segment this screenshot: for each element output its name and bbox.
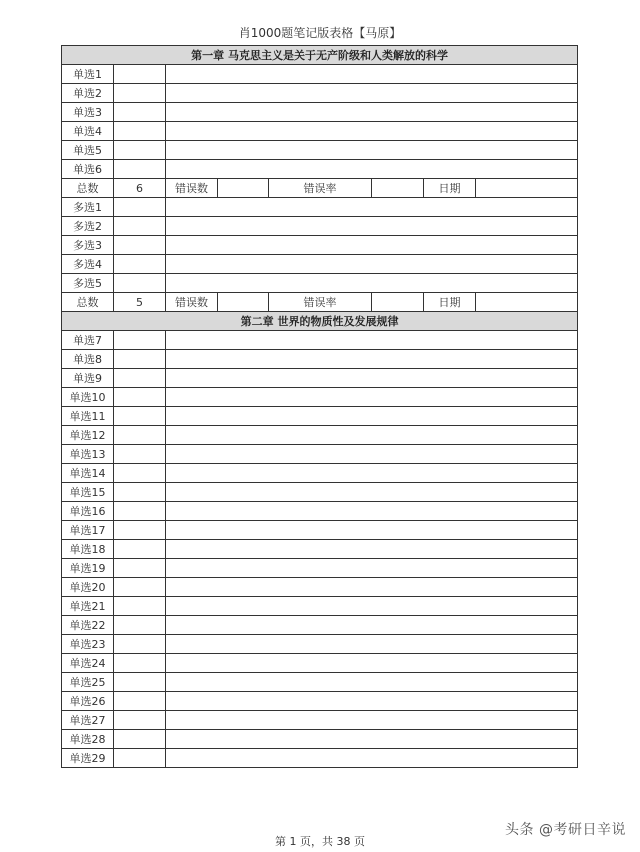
question-label: 单选18 [62,540,114,559]
answer-cell[interactable] [114,65,166,84]
question-label: 单选24 [62,654,114,673]
answer-cell[interactable] [114,369,166,388]
note-cell[interactable] [166,521,578,540]
answer-cell[interactable] [114,521,166,540]
note-cell[interactable] [166,217,578,236]
chapter-title: 第二章 世界的物质性及发展规律 [62,312,578,331]
question-label: 单选5 [62,141,114,160]
question-label: 单选17 [62,521,114,540]
question-row [62,673,578,692]
error-rate-cell[interactable] [372,179,424,198]
answer-cell[interactable] [114,692,166,711]
question-label: 单选13 [62,445,114,464]
question-row [62,388,578,407]
question-row [62,198,578,217]
chapter-2-header [62,312,578,331]
page-number: 第 1 页，共 38 页 [275,835,365,848]
question-label: 单选29 [62,749,114,768]
note-cell[interactable] [166,65,578,84]
answer-cell[interactable] [114,673,166,692]
note-cell[interactable] [166,673,578,692]
answer-cell[interactable] [114,578,166,597]
note-cell[interactable] [166,255,578,274]
note-cell[interactable] [166,483,578,502]
question-row [62,236,578,255]
question-label: 单选1 [62,65,114,84]
question-label: 单选8 [62,350,114,369]
answer-cell[interactable] [114,616,166,635]
note-cell[interactable] [166,635,578,654]
question-row [62,426,578,445]
note-cell[interactable] [166,407,578,426]
answer-cell[interactable] [114,502,166,521]
question-label: 多选3 [62,236,114,255]
question-label: 单选6 [62,160,114,179]
answer-cell[interactable] [114,749,166,768]
note-cell[interactable] [166,464,578,483]
question-label: 多选2 [62,217,114,236]
question-row [62,464,578,483]
note-cell[interactable] [166,331,578,350]
note-cell[interactable] [166,103,578,122]
answer-cell[interactable] [114,350,166,369]
question-label: 单选11 [62,407,114,426]
question-label: 单选20 [62,578,114,597]
question-label: 单选28 [62,730,114,749]
total-value: 5 [114,293,166,312]
date-label: 日期 [424,293,476,312]
question-row [62,141,578,160]
note-cell[interactable] [166,369,578,388]
answer-cell[interactable] [114,711,166,730]
answer-cell[interactable] [114,407,166,426]
question-row [62,445,578,464]
question-label: 单选26 [62,692,114,711]
chapter-title: 第一章 马克思主义是关于无产阶级和人类解放的科学 [62,46,578,65]
document-title: 肖1000题笔记版表格【马原】 [238,26,402,40]
note-cell[interactable] [166,730,578,749]
note-cell[interactable] [166,426,578,445]
question-row [62,369,578,388]
note-cell[interactable] [166,711,578,730]
note-cell[interactable] [166,236,578,255]
error-rate-label: 错误率 [269,179,372,198]
date-label: 日期 [424,179,476,198]
answer-cell[interactable] [114,559,166,578]
question-label: 单选4 [62,122,114,141]
note-cell[interactable] [166,445,578,464]
answer-cell[interactable] [114,103,166,122]
note-cell[interactable] [166,160,578,179]
note-cell[interactable] [166,654,578,673]
note-cell[interactable] [166,198,578,217]
question-label: 单选25 [62,673,114,692]
error-count-label: 错误数 [166,293,218,312]
note-cell[interactable] [166,749,578,768]
question-label: 单选14 [62,464,114,483]
error-count-label: 错误数 [166,179,218,198]
question-row [62,122,578,141]
note-cell[interactable] [166,616,578,635]
note-cell[interactable] [166,578,578,597]
note-cell[interactable] [166,141,578,160]
answer-cell[interactable] [114,654,166,673]
answer-cell[interactable] [114,483,166,502]
question-label: 单选7 [62,331,114,350]
question-row [62,331,578,350]
answer-cell[interactable] [114,217,166,236]
question-row [62,350,578,369]
answer-cell[interactable] [114,84,166,103]
question-label: 单选15 [62,483,114,502]
date-cell[interactable] [476,293,578,312]
question-row [62,540,578,559]
total-label: 总数 [62,293,114,312]
answer-cell[interactable] [114,464,166,483]
question-row [62,635,578,654]
question-label: 单选10 [62,388,114,407]
question-label: 单选27 [62,711,114,730]
answer-cell[interactable] [114,445,166,464]
question-row [62,711,578,730]
answer-cell[interactable] [114,730,166,749]
question-row [62,217,578,236]
question-label: 多选4 [62,255,114,274]
notes-table [61,45,578,768]
question-label: 单选9 [62,369,114,388]
watermark: 头条 @考研日辛说 [505,822,626,838]
question-row [62,654,578,673]
note-cell[interactable] [166,692,578,711]
question-row [62,255,578,274]
answer-cell[interactable] [114,426,166,445]
question-label: 单选22 [62,616,114,635]
question-label: 单选2 [62,84,114,103]
note-cell[interactable] [166,540,578,559]
question-row [62,616,578,635]
question-row [62,730,578,749]
note-cell[interactable] [166,122,578,141]
question-row [62,578,578,597]
note-cell[interactable] [166,350,578,369]
question-row [62,502,578,521]
date-cell[interactable] [476,179,578,198]
summary-row [62,293,578,312]
question-row [62,407,578,426]
error-rate-label: 错误率 [269,293,372,312]
total-label: 总数 [62,179,114,198]
answer-cell[interactable] [114,236,166,255]
answer-cell[interactable] [114,122,166,141]
answer-cell[interactable] [114,141,166,160]
answer-cell[interactable] [114,255,166,274]
note-cell[interactable] [166,502,578,521]
question-label: 多选5 [62,274,114,293]
answer-cell[interactable] [114,597,166,616]
question-row [62,521,578,540]
error-count-cell[interactable] [218,179,269,198]
question-row [62,483,578,502]
question-label: 多选1 [62,198,114,217]
chapter-1-header [62,46,578,65]
summary-row [62,179,578,198]
answer-cell[interactable] [114,540,166,559]
answer-cell[interactable] [114,388,166,407]
question-row [62,160,578,179]
error-rate-cell[interactable] [372,293,424,312]
answer-cell[interactable] [114,198,166,217]
question-label: 单选19 [62,559,114,578]
note-cell[interactable] [166,274,578,293]
note-cell[interactable] [166,597,578,616]
question-row [62,84,578,103]
question-row [62,692,578,711]
total-value: 6 [114,179,166,198]
question-row [62,274,578,293]
question-label: 单选3 [62,103,114,122]
question-row [62,597,578,616]
question-row [62,749,578,768]
question-label: 单选12 [62,426,114,445]
note-cell[interactable] [166,559,578,578]
answer-cell[interactable] [114,160,166,179]
question-label: 单选21 [62,597,114,616]
note-cell[interactable] [166,388,578,407]
question-row [62,559,578,578]
answer-cell[interactable] [114,331,166,350]
answer-cell[interactable] [114,274,166,293]
answer-cell[interactable] [114,635,166,654]
question-label: 单选23 [62,635,114,654]
question-label: 单选16 [62,502,114,521]
question-row [62,103,578,122]
question-row [62,65,578,84]
error-count-cell[interactable] [218,293,269,312]
note-cell[interactable] [166,84,578,103]
